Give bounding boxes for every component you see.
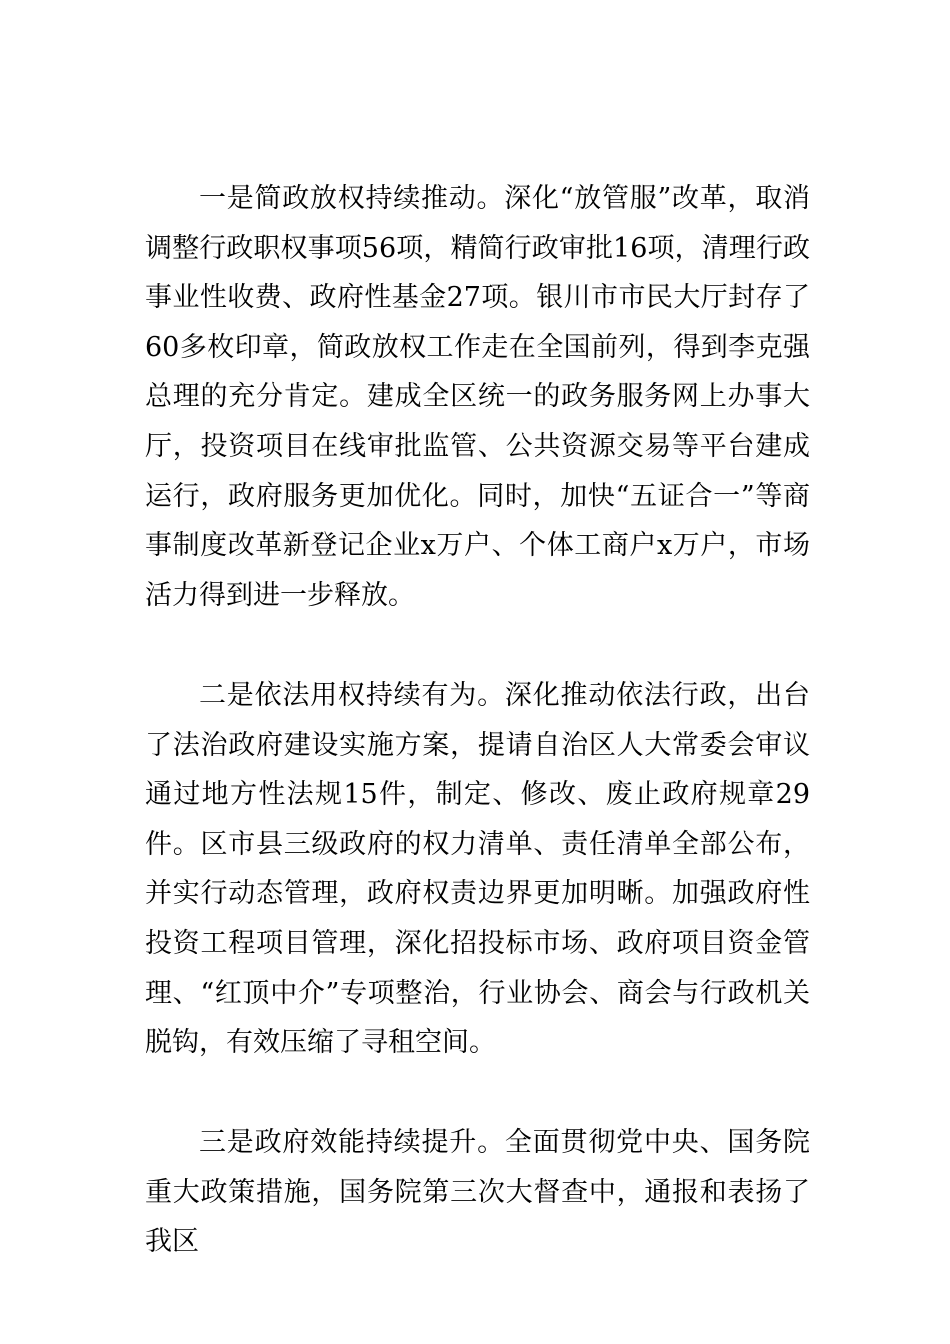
paragraph-rule-of-law: 二是依法用权持续有为。深化推动依法行政，出台了法治政府建设实施方案，提请自治区人大常委会审议通过地方性法规15件，制定、修改、废止政府规章29件。区市县三级政府的权力清单、责任清单全部公布，并实行动态管理，政府权责边界更加明晰。加强政府性投资工程项目管理，深化招投标市场、政府项目资金管理、“红顶中介”专项整治，行业协会、商会与行政机关脱钩，有效压缩了寻租空间。 [145,680,810,1059]
paragraph-government-efficiency: 三是政府效能持续提升。全面贯彻党中央、国务院重大政策措施，国务院第三次大督查中，通报和表扬了我区 [145,1127,810,1258]
paragraph-streamline-administration: 一是简政放权持续推动。深化“放管服”改革，取消调整行政职权事项56项，精简行政审批16项，清理行政事业性收费、政府性基金27项。银川市市民大厅封存了60多枚印章，简政放权工作走在全国前列，得到李克强总理的充分肯定。建成全区统一的政务服务网上办事大厅，投资项目在线审批监管、公共资源交易等平台建成运行，政府服务更加优化。同时，加快“五证合一”等商事制度改革新登记企业x万户、个体工商户x万户，市场活力得到进一步释放。 [145,183,810,611]
